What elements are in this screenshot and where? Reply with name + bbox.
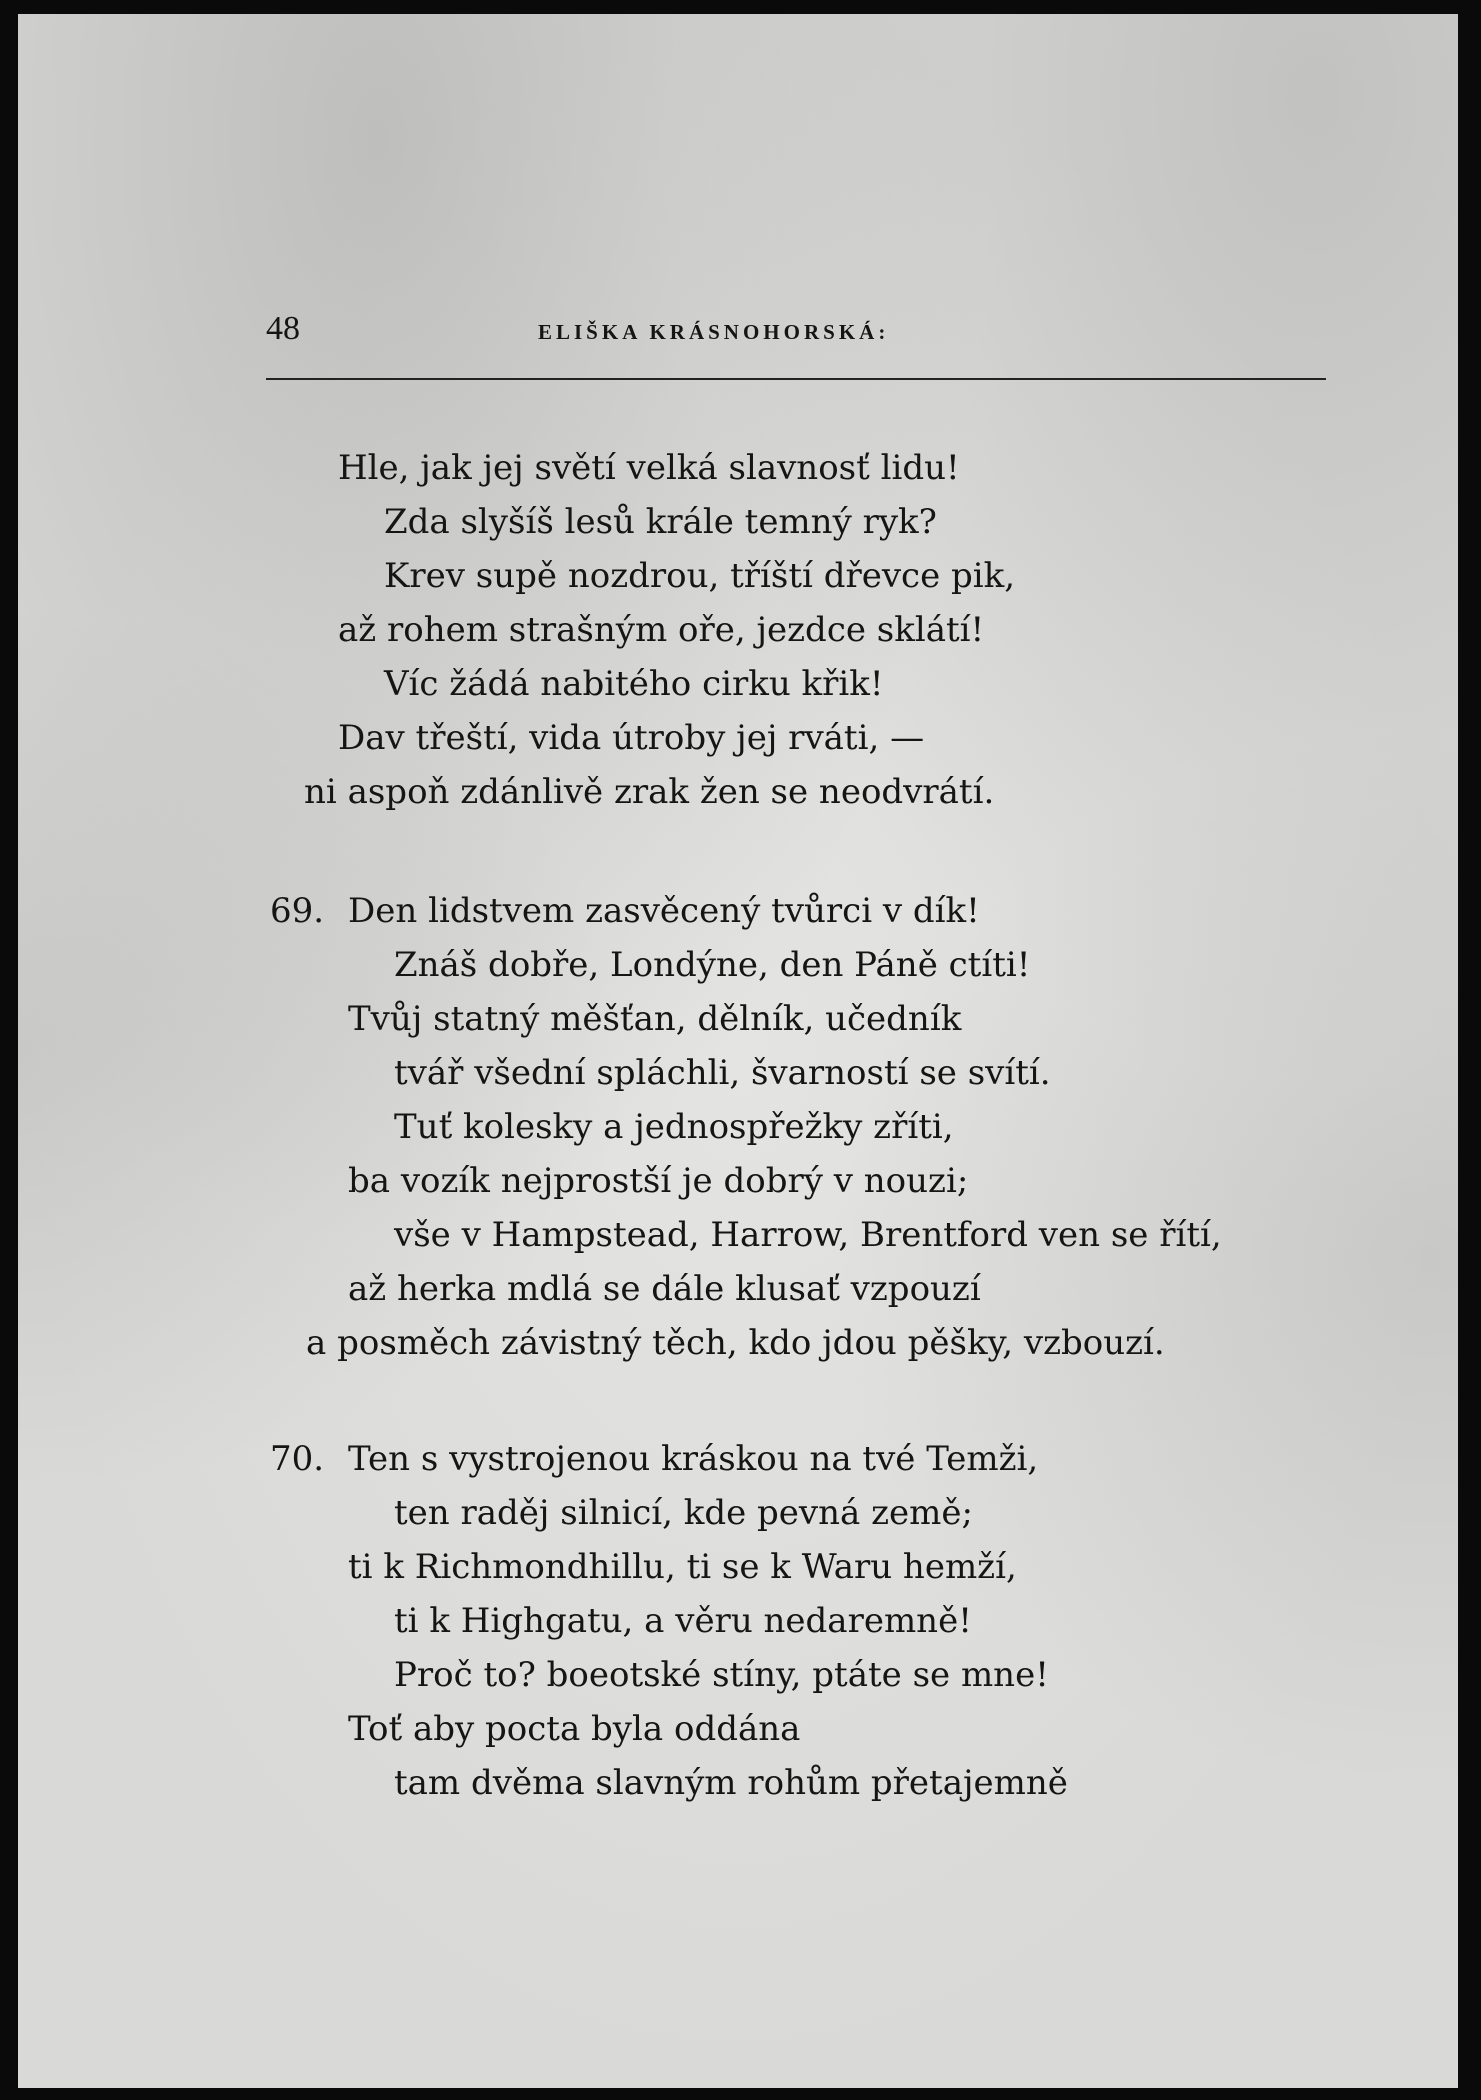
poem-line: ten raděj silnicí, kde pevná země; (394, 1493, 973, 1533)
poem-line: ba vozík nejprostší je dobrý v nouzi; (348, 1161, 969, 1201)
poem-line: Ten s vystrojenou kráskou na tvé Temži, (348, 1439, 1039, 1479)
poem-line: a posměch závistný těch, kdo jdou pěšky, vzbouzí. (306, 1323, 1165, 1363)
poem-line: Znáš dobře, Londýne, den Páně ctíti! (394, 945, 1031, 985)
poem-line: Tuť kolesky a jednospřežky zříti, (394, 1107, 954, 1147)
book-page (18, 14, 1458, 2088)
poem-line: Krev supě nozdrou, tříští dřevce pik, (384, 556, 1016, 596)
poem-line: ti k Richmondhillu, ti se k Waru hemží, (348, 1547, 1017, 1587)
poem-line: Den lidstvem zasvěcený tvůrci v dík! (348, 891, 980, 931)
stanza-number: 69. (270, 891, 325, 931)
poem-line: Zda slyšíš lesů krále temný ryk? (384, 502, 937, 542)
poem-line: Proč to? boeotské stíny, ptáte se mne! (394, 1655, 1049, 1695)
poem-line: vše v Hampstead, Harrow, Brentford ven se řítí, (394, 1215, 1222, 1255)
page-number: 48 (266, 310, 300, 347)
poem-line: Toť aby pocta byla oddána (348, 1709, 801, 1749)
poem-line: Dav třeští, vida útroby jej rváti, — (338, 718, 925, 758)
poem-line: Hle, jak jej světí velká slavnosť lidu! (338, 448, 960, 488)
poem-line: až rohem strašným oře, jezdce sklátí! (338, 610, 985, 650)
header-rule (266, 378, 1326, 380)
poem-line: Tvůj statný měšťan, dělník, učedník (348, 999, 962, 1039)
poem-line: tam dvěma slavným rohům přetajemně (394, 1763, 1068, 1803)
poem-line: ni aspoň zdánlivě zrak žen se neodvrátí. (304, 772, 995, 812)
page-header (266, 310, 1326, 350)
poem-line: ti k Highgatu, a věru nedaremně! (394, 1601, 972, 1641)
poem-line: tvář všední spláchli, švarností se svítí. (394, 1053, 1051, 1093)
running-head: ELIŠKA KRÁSNOHORSKÁ: (538, 320, 890, 344)
poem-line: Víc žádá nabitého cirku křik! (384, 664, 884, 704)
poem-line: až herka mdlá se dále klusať vzpouzí (348, 1269, 981, 1309)
stanza-number: 70. (270, 1439, 325, 1479)
